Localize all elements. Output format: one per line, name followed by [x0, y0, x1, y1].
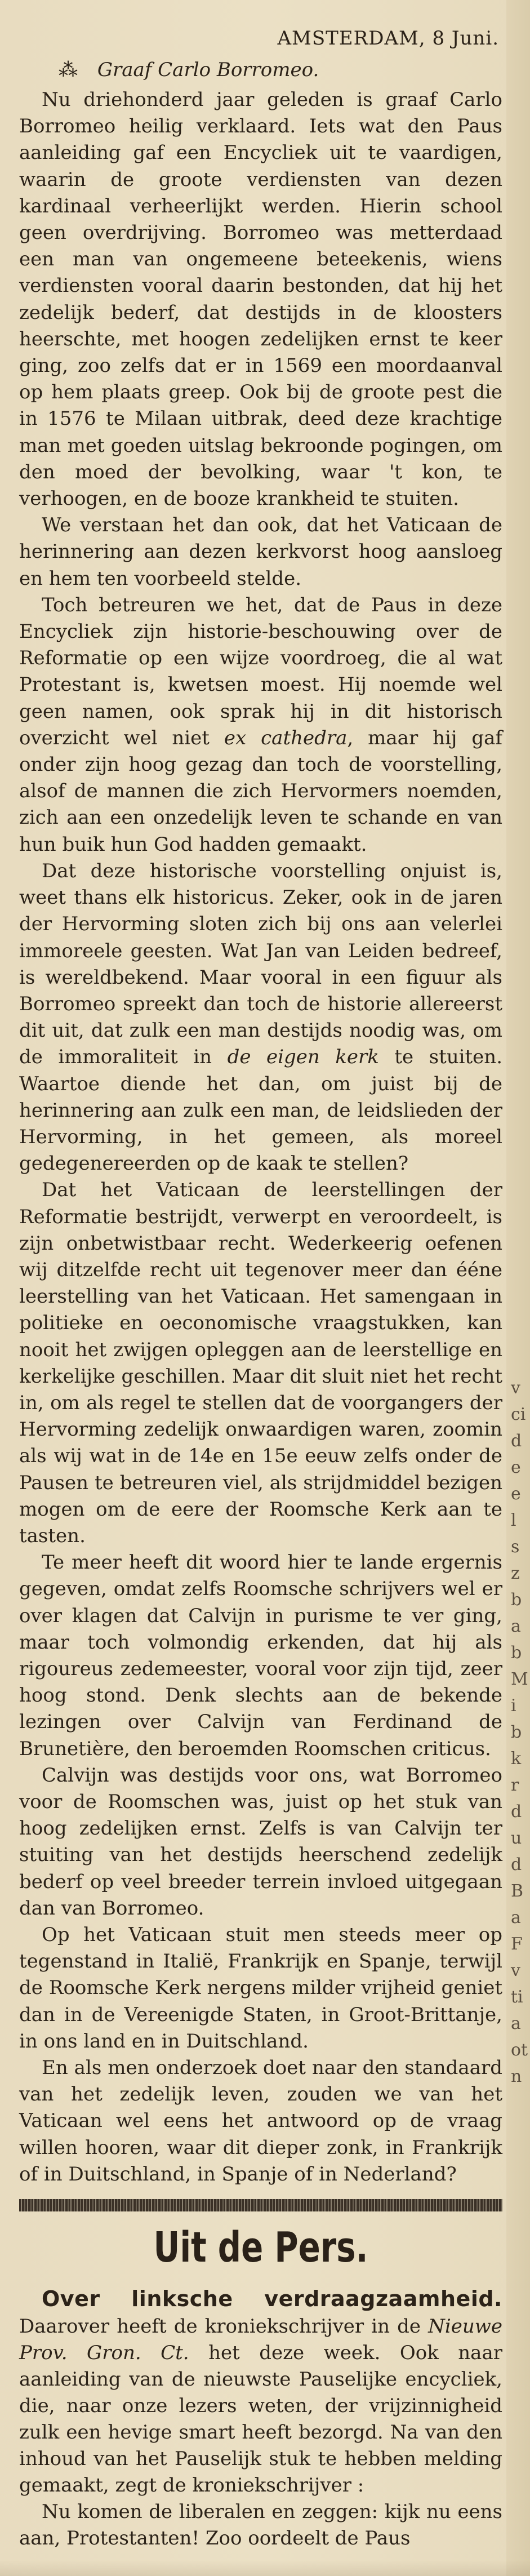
- article-title: Graaf Carlo Borromeo.: [97, 59, 319, 81]
- margin-fragment: d: [511, 1802, 522, 1822]
- margin-fragment: k: [511, 1749, 522, 1769]
- article-paragraph: Nu driehonderd jaar geleden is graaf Carlo Borromeo heilig verklaard. Iets wat den Paus aanleiding gaf een Encycliek uit te vaardigen, waarin de groote verdiensten van dezen kardinaal verheerlijkt werden. Hierin school geen overdrijving. Borromeo was metterdaad een man van ongemeene beteekenis, wiens verdiensten vooral daarin bestonden, dat hij het zedelijk bederf, dat destijds in de kloosters heerschte, met hoogen zedelijken ernst te keer ging, zoo zelfs dat er in 1569 een moordaanval op hem plaats greep. Ook bij de groote pest die in 1576 te Milaan uitbrak, deed deze krachtige man met goeden uitslag bekroonde pogingen, om den moed der bevolking, waar 't kon, te verhoogen, en de booze krankheid te stuiten.: [19, 88, 502, 510]
- margin-fragment: n: [511, 2067, 522, 2086]
- margin-fragment: z: [511, 1564, 520, 1583]
- article-paragraph: Dat het Vaticaan de leerstellingen der Reformatie bestrijdt, verwerpt en veroordeelt, is zijn onbetwistbaar recht. Wederkeerig oefenen wij ditzelfde recht uit tegenover meer dan ééne leerstelling van het Vaticaan. Het samengaan in politieke en oeconomische vraagstukken, kan nooit het zwijgen opleggen aan de leerstellige en kerkelijke geschillen. Maar dit sluit niet het recht in, om als regel te stellen dat de voorgangers der Hervorming zedelijk onwaardigen waren, zoomin als wij wat in de 14e en 15e eeuw zelfs onder de Pausen te betreuren viel, als strijdmiddel bezigen mogen om de eere der Roomsche Kerk aan te tasten.: [19, 1179, 502, 1547]
- margin-fragment: v: [511, 1378, 520, 1398]
- margin-fragment: l: [511, 1511, 516, 1530]
- section-title: Uit de Pers.: [153, 2223, 368, 2272]
- adjacent-column-edge: [506, 0, 530, 2576]
- margin-fragment: e: [511, 1458, 521, 1477]
- press-item: [19, 2286, 502, 2499]
- article-paragraph: Op het Vaticaan stuit men steeds meer op tegenstand in Italië, Frankrijk en Spanje, terwijl de Roomsche Kerk nergens milder vrijheid geniet dan in de Vereenigde Staten, in Groot-Brittanje, in ons land en in Duitschland.: [19, 1924, 502, 2053]
- asterism-icon: ⁂: [59, 59, 79, 81]
- margin-fragment: a: [511, 1616, 521, 1636]
- margin-fragment: r: [511, 1775, 519, 1795]
- section-divider: [19, 2199, 502, 2211]
- margin-fragment: B: [511, 1881, 524, 1901]
- dateline: AMSTERDAM, 8 Juni.: [277, 27, 499, 50]
- margin-fragment: ot: [511, 2040, 528, 2060]
- torn-bottom-edge: [0, 2560, 530, 2576]
- article-paragraph: Te meer heeft dit woord hier te lande ergernis gegeven, omdat zelfs Roomsche schrijvers wel er over klagen dat Calvijn in purisme te ver ging, maar toch volmondig erkenden, dat hij als rigoureus zedemeester, vooral voor zijn tijd, zeer hoog stond. Denk slechts aan de bekende lezingen over Calvijn van Ferdinand de Brunetière, den beroemden Roomschen criticus.: [19, 1551, 502, 1760]
- margin-fragment: ti: [511, 1987, 523, 2007]
- article-paragraph: Toch betreuren we het, dat de Paus in deze Encycliek zijn historie-beschouwing over de Reformatie op een wijze voordroeg, die al wat Protestant is, kwetsen moest. Hij noemde wel geen namen, ook sprak hij in dit historisch overzicht wel niet ex cathedra, maar hij gaf onder zijn hoog gezag dan toch de voorstelling, alsof de mannen die zich Hervormers noemden, zich aan een onzedelijk leven te schande en van hun buik hun God hadden gemaakt.: [19, 593, 502, 856]
- article-paragraph: Calvijn was destijds voor ons, wat Borromeo voor de Roomschen was, juist op het stuk van hoog zedelijken ernst. Zelfs is van Calvijn ter stuiting van het destijds heerschend zedelijk bederf op veel breeder terrein invloed uitgegaan dan van Borromeo.: [19, 1764, 502, 1920]
- margin-fragment: b: [511, 1722, 522, 1742]
- margin-fragment: e: [511, 1484, 521, 1504]
- article-paragraph: En als men onderzoek doet naar den standaard van het zedelijk leven, zouden we van het Vaticaan wel eens het antwoord op de vraag willen hooren, waar dit dieper zonk, in Frankrijk of in Duitschland, in Spanje of in Nederland?: [19, 2057, 502, 2186]
- article-heading: [19, 54, 502, 86]
- press-item-heading: Over linksche verdraagzaamheid.: [42, 2286, 502, 2312]
- article-column: [19, 23, 502, 2552]
- press-trailing-text: Nu komen de liberalen en zeggen: kijk nu eens aan, Protestanten! Zoo oordeelt de Paus: [19, 2501, 502, 2550]
- margin-fragment: d: [511, 1855, 522, 1875]
- margin-fragment: M: [511, 1669, 528, 1689]
- article-paragraph: We verstaan het dan ook, dat het Vaticaan de herinnering aan dezen kerkvorst hoog aansloeg en hem ten voorbeeld stelde.: [19, 514, 502, 590]
- adjacent-column-fragments: [511, 1375, 528, 2090]
- margin-fragment: b: [511, 1643, 522, 1663]
- margin-fragment: a: [511, 2014, 521, 2033]
- article-paragraph: Dat deze historische voorstelling onjuist is, weet thans elk historicus. Zeker, ook in de jaren der Hervorming sloten zich bij ons aan velerlei immoreele geesten. Wat Jan van Leiden bedreef, is wereldbekend. Maar vooral in een figuur als Borromeo spreekt dan toch de historie allereerst dit uit, dat zulk een man destijds noodig was, om de immoraliteit in de eigen kerk te stuiten. Waartoe diende het dan, om juist bij de herinnering aan zulk een man, de leidslieden der Hervorming, in het gemeen, als moreel gedegenereerden op de kaak te stellen?: [19, 859, 503, 1175]
- margin-fragment: b: [511, 1590, 522, 1610]
- press-item-text: Daarover heeft de kroniekschrijver in de Nieuwe Prov. Gron. Ct. het deze week. Ook naar aanleiding van de nieuwste Pauselijke encycliek, die, naar onze lezers weten, der vrijzinnigheid zulk een hevige smart heeft bezorgd. Na van den inhoud van het Pauselijk stuk te hebben melding gemaakt, zegt de kroniekschrijver :: [19, 2315, 502, 2497]
- margin-fragment: ci: [511, 1405, 526, 1424]
- margin-fragment: d: [511, 1431, 522, 1451]
- margin-fragment: v: [511, 1961, 520, 1980]
- margin-fragment: u: [511, 1828, 522, 1848]
- margin-fragment: F: [511, 1934, 523, 1954]
- margin-fragment: i: [511, 1696, 516, 1716]
- margin-fragment: s: [511, 1537, 520, 1557]
- margin-fragment: a: [511, 1908, 521, 1927]
